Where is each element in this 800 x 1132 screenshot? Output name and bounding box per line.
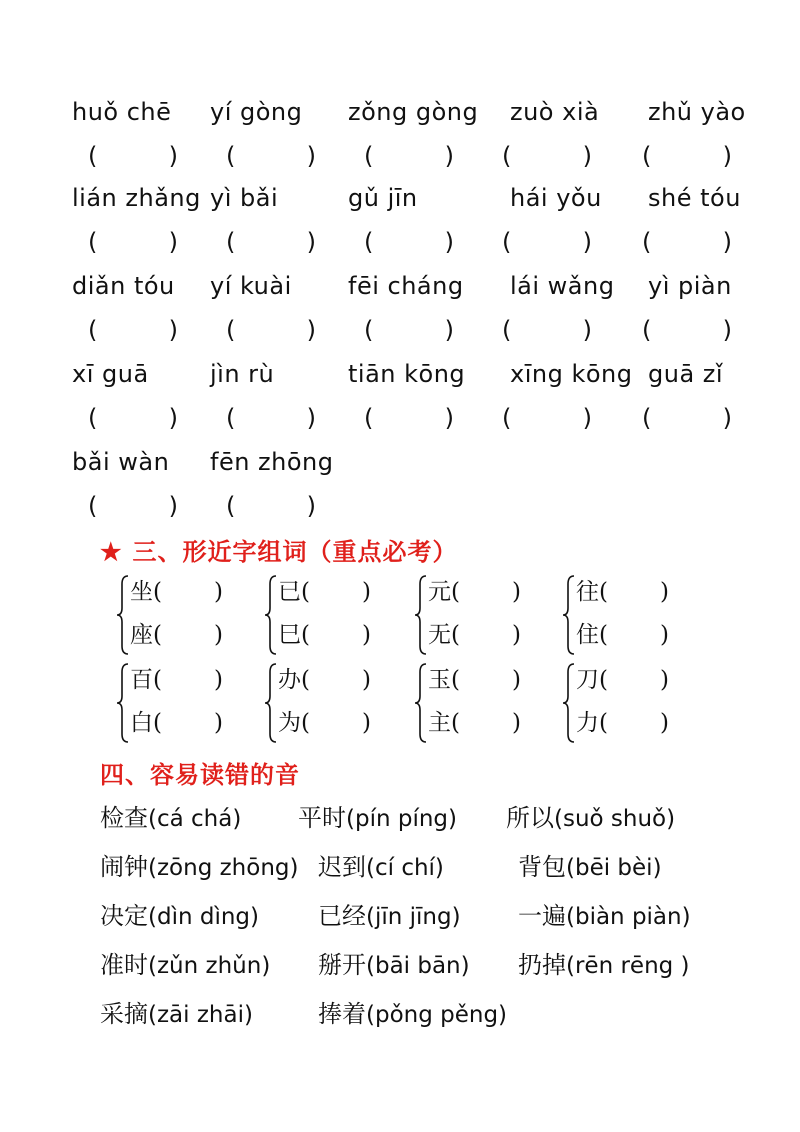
close-paren: ) bbox=[306, 142, 316, 170]
char-compose-line bbox=[576, 572, 669, 612]
answer-blank[interactable] bbox=[642, 310, 732, 350]
similar-char-group bbox=[414, 572, 574, 662]
pronunciation-choice[interactable] bbox=[318, 896, 461, 936]
pronunciation-choice[interactable] bbox=[518, 847, 662, 887]
pinyin-word: bǎi wàn bbox=[72, 448, 170, 476]
answer-blank[interactable] bbox=[226, 136, 316, 176]
answer-blank[interactable] bbox=[88, 136, 178, 176]
answer-blank[interactable] bbox=[502, 136, 592, 176]
character: 为 bbox=[278, 710, 301, 736]
pinyin-word: huǒ chē bbox=[72, 98, 172, 126]
close-paren: ) bbox=[361, 667, 371, 693]
answer-blank[interactable] bbox=[502, 222, 592, 262]
open-paren: ( bbox=[301, 710, 310, 736]
open-paren: ( bbox=[88, 228, 98, 256]
answer-blank[interactable] bbox=[364, 398, 454, 438]
open-paren: ( bbox=[451, 579, 460, 605]
close-paren: ) bbox=[213, 622, 223, 648]
similar-char-group bbox=[414, 660, 574, 750]
pinyin-word: xīng kōng bbox=[510, 360, 633, 388]
open-paren: ( bbox=[301, 667, 310, 693]
pinyin-options: (pǒng pěng) bbox=[366, 1002, 508, 1028]
close-paren: ) bbox=[511, 710, 521, 736]
character: 百 bbox=[130, 667, 153, 693]
chinese-word: 扔掉 bbox=[518, 951, 566, 979]
char-compose-line bbox=[576, 615, 669, 655]
chinese-word: 背包 bbox=[518, 853, 566, 881]
close-paren: ) bbox=[659, 622, 669, 648]
char-compose-line bbox=[576, 660, 669, 700]
close-paren: ) bbox=[659, 667, 669, 693]
open-paren: ( bbox=[226, 142, 236, 170]
close-paren: ) bbox=[444, 142, 454, 170]
close-paren: ) bbox=[306, 492, 316, 520]
open-paren: ( bbox=[502, 316, 512, 344]
close-paren: ) bbox=[213, 667, 223, 693]
open-paren: ( bbox=[451, 710, 460, 736]
pronunciation-choice[interactable] bbox=[318, 945, 470, 985]
open-paren: ( bbox=[88, 142, 98, 170]
pinyin-options: (biàn piàn) bbox=[566, 904, 691, 930]
character: 无 bbox=[428, 622, 451, 648]
open-paren: ( bbox=[88, 492, 98, 520]
pinyin-word: diǎn tóu bbox=[72, 272, 175, 300]
pronunciation-choice[interactable] bbox=[318, 847, 444, 887]
pinyin-row bbox=[0, 354, 800, 394]
open-paren: ( bbox=[364, 228, 374, 256]
open-paren: ( bbox=[642, 316, 652, 344]
char-compose-line bbox=[278, 615, 371, 655]
answer-blank[interactable] bbox=[88, 310, 178, 350]
chinese-word: 闹钟 bbox=[100, 853, 148, 881]
pronunciation-choice[interactable] bbox=[518, 896, 691, 936]
pinyin-row bbox=[0, 266, 800, 306]
character: 主 bbox=[428, 710, 451, 736]
pinyin-word: zhǔ yào bbox=[648, 98, 746, 126]
open-paren: ( bbox=[226, 316, 236, 344]
pinyin-word: xī guā bbox=[72, 360, 149, 388]
close-paren: ) bbox=[511, 622, 521, 648]
character: 已 bbox=[278, 579, 301, 605]
section-3-title bbox=[100, 532, 458, 567]
close-paren: ) bbox=[722, 142, 732, 170]
pinyin-word: jìn rù bbox=[210, 360, 275, 388]
pronunciation-choice[interactable] bbox=[100, 896, 259, 936]
close-paren: ) bbox=[722, 316, 732, 344]
chinese-word: 平时 bbox=[298, 804, 346, 832]
character: 住 bbox=[576, 622, 599, 648]
open-paren: ( bbox=[301, 622, 310, 648]
char-compose-line bbox=[278, 703, 371, 743]
pinyin-word: yí gòng bbox=[210, 98, 303, 126]
pinyin-options: (zǔn zhǔn) bbox=[148, 953, 271, 979]
pinyin-word: gǔ jīn bbox=[348, 184, 418, 212]
char-compose-line bbox=[130, 660, 223, 700]
curly-brace-icon bbox=[562, 660, 576, 746]
answer-blank[interactable] bbox=[364, 222, 454, 262]
close-paren: ) bbox=[213, 710, 223, 736]
open-paren: ( bbox=[153, 710, 162, 736]
pinyin-options: (jīn jīng) bbox=[366, 904, 461, 930]
char-compose-line bbox=[130, 703, 223, 743]
close-paren: ) bbox=[444, 316, 454, 344]
open-paren: ( bbox=[599, 710, 608, 736]
pronunciation-choice[interactable] bbox=[506, 798, 675, 838]
pinyin-word: lián zhǎng bbox=[72, 184, 201, 212]
open-paren: ( bbox=[502, 142, 512, 170]
pinyin-options: (rēn rēng ) bbox=[566, 953, 690, 979]
char-compose-line bbox=[428, 572, 521, 612]
open-paren: ( bbox=[642, 142, 652, 170]
pinyin-word: shé tóu bbox=[648, 184, 741, 212]
pinyin-row bbox=[0, 92, 800, 132]
close-paren: ) bbox=[511, 579, 521, 605]
answer-blank[interactable] bbox=[502, 398, 592, 438]
pinyin-word: guā zǐ bbox=[648, 360, 724, 388]
character: 元 bbox=[428, 579, 451, 605]
char-compose-line bbox=[428, 703, 521, 743]
curly-brace-icon bbox=[116, 660, 130, 746]
open-paren: ( bbox=[599, 667, 608, 693]
curly-brace-icon bbox=[116, 572, 130, 658]
answer-blank[interactable] bbox=[642, 136, 732, 176]
char-compose-line bbox=[428, 615, 521, 655]
character: 白 bbox=[130, 710, 153, 736]
open-paren: ( bbox=[88, 404, 98, 432]
character: 巳 bbox=[278, 622, 301, 648]
pinyin-word: fēn zhōng bbox=[210, 448, 334, 476]
close-paren: ) bbox=[582, 228, 592, 256]
close-paren: ) bbox=[306, 316, 316, 344]
close-paren: ) bbox=[582, 404, 592, 432]
pinyin-word: zǒng gòng bbox=[348, 98, 479, 126]
pinyin-row bbox=[0, 442, 800, 482]
pinyin-word: yì bǎi bbox=[210, 184, 279, 212]
close-paren: ) bbox=[444, 228, 454, 256]
open-paren: ( bbox=[153, 622, 162, 648]
close-paren: ) bbox=[306, 404, 316, 432]
chinese-word: 掰开 bbox=[318, 951, 366, 979]
chinese-word: 所以 bbox=[506, 804, 554, 832]
close-paren: ) bbox=[511, 667, 521, 693]
answer-blank[interactable] bbox=[226, 398, 316, 438]
chinese-word: 迟到 bbox=[318, 853, 366, 881]
chinese-word: 捧着 bbox=[318, 1000, 366, 1028]
chinese-word: 准时 bbox=[100, 951, 148, 979]
open-paren: ( bbox=[364, 142, 374, 170]
open-paren: ( bbox=[642, 228, 652, 256]
open-paren: ( bbox=[502, 404, 512, 432]
close-paren: ) bbox=[168, 492, 178, 520]
pinyin-word: yí kuài bbox=[210, 272, 292, 300]
open-paren: ( bbox=[451, 667, 460, 693]
character: 往 bbox=[576, 579, 599, 605]
open-paren: ( bbox=[364, 404, 374, 432]
curly-brace-icon bbox=[414, 572, 428, 658]
pronunciation-choice[interactable] bbox=[100, 798, 241, 838]
pinyin-word: yì piàn bbox=[648, 272, 732, 300]
chinese-word: 一遍 bbox=[518, 902, 566, 930]
section-3-heading: 三、形近字组词（重点必考） bbox=[132, 537, 458, 566]
answer-row bbox=[0, 486, 800, 526]
close-paren: ) bbox=[168, 142, 178, 170]
pinyin-options: (cí chí) bbox=[366, 855, 444, 881]
answer-blank[interactable] bbox=[226, 486, 316, 526]
answer-blank[interactable] bbox=[88, 398, 178, 438]
open-paren: ( bbox=[502, 228, 512, 256]
close-paren: ) bbox=[213, 579, 223, 605]
answer-row bbox=[0, 398, 800, 438]
chinese-word: 已经 bbox=[318, 902, 366, 930]
open-paren: ( bbox=[88, 316, 98, 344]
close-paren: ) bbox=[722, 228, 732, 256]
similar-char-group bbox=[264, 660, 424, 750]
open-paren: ( bbox=[153, 579, 162, 605]
open-paren: ( bbox=[226, 228, 236, 256]
pronunciation-choice[interactable] bbox=[518, 945, 690, 985]
pinyin-word: fēi cháng bbox=[348, 272, 464, 300]
curly-brace-icon bbox=[264, 572, 278, 658]
close-paren: ) bbox=[659, 579, 669, 605]
close-paren: ) bbox=[582, 142, 592, 170]
answer-row bbox=[0, 222, 800, 262]
pinyin-options: (bāi bān) bbox=[366, 953, 470, 979]
pinyin-options: (zāi zhāi) bbox=[148, 1002, 253, 1028]
curly-brace-icon bbox=[264, 660, 278, 746]
pronunciation-choice[interactable] bbox=[318, 994, 507, 1034]
answer-blank[interactable] bbox=[364, 310, 454, 350]
answer-blank[interactable] bbox=[226, 310, 316, 350]
open-paren: ( bbox=[301, 579, 310, 605]
open-paren: ( bbox=[364, 316, 374, 344]
close-paren: ) bbox=[361, 622, 371, 648]
open-paren: ( bbox=[226, 492, 236, 520]
pinyin-options: (pín píng) bbox=[346, 806, 457, 832]
similar-char-group bbox=[116, 572, 276, 662]
close-paren: ) bbox=[168, 404, 178, 432]
answer-blank[interactable] bbox=[364, 136, 454, 176]
open-paren: ( bbox=[226, 404, 236, 432]
close-paren: ) bbox=[722, 404, 732, 432]
star-icon: ★ bbox=[100, 537, 123, 566]
answer-row bbox=[0, 310, 800, 350]
answer-blank[interactable] bbox=[226, 222, 316, 262]
open-paren: ( bbox=[599, 622, 608, 648]
curly-brace-icon bbox=[414, 660, 428, 746]
character: 力 bbox=[576, 710, 599, 736]
char-compose-line bbox=[278, 572, 371, 612]
pinyin-options: (cá chá) bbox=[148, 806, 242, 832]
pinyin-options: (dìn dìng) bbox=[148, 904, 259, 930]
pinyin-word: hái yǒu bbox=[510, 184, 602, 212]
close-paren: ) bbox=[361, 710, 371, 736]
pronunciation-choice[interactable] bbox=[100, 994, 253, 1034]
character: 玉 bbox=[428, 667, 451, 693]
chinese-word: 决定 bbox=[100, 902, 148, 930]
pronunciation-choice[interactable] bbox=[298, 798, 457, 838]
character: 座 bbox=[130, 622, 153, 648]
pinyin-options: (suǒ shuǒ) bbox=[554, 806, 676, 832]
answer-row bbox=[0, 136, 800, 176]
similar-char-group bbox=[264, 572, 424, 662]
answer-blank[interactable] bbox=[642, 398, 732, 438]
close-paren: ) bbox=[582, 316, 592, 344]
open-paren: ( bbox=[451, 622, 460, 648]
char-compose-line bbox=[428, 660, 521, 700]
pinyin-word: tiān kōng bbox=[348, 360, 466, 388]
char-compose-line bbox=[130, 615, 223, 655]
character: 坐 bbox=[130, 579, 153, 605]
pinyin-options: (bēi bèi) bbox=[566, 855, 662, 881]
answer-blank[interactable] bbox=[502, 310, 592, 350]
chinese-word: 检查 bbox=[100, 804, 148, 832]
section-4-title: 四、容易读错的音 bbox=[100, 760, 300, 789]
chinese-word: 采摘 bbox=[100, 1000, 148, 1028]
char-compose-line bbox=[278, 660, 371, 700]
answer-blank[interactable] bbox=[642, 222, 732, 262]
similar-char-group bbox=[562, 572, 722, 662]
curly-brace-icon bbox=[562, 572, 576, 658]
char-compose-line bbox=[576, 703, 669, 743]
answer-blank[interactable] bbox=[88, 222, 178, 262]
pinyin-row bbox=[0, 178, 800, 218]
character: 刀 bbox=[576, 667, 599, 693]
character: 办 bbox=[278, 667, 301, 693]
char-compose-line bbox=[130, 572, 223, 612]
open-paren: ( bbox=[599, 579, 608, 605]
open-paren: ( bbox=[153, 667, 162, 693]
close-paren: ) bbox=[168, 228, 178, 256]
pinyin-word: lái wǎng bbox=[510, 272, 615, 300]
similar-char-group bbox=[562, 660, 722, 750]
pinyin-word: zuò xià bbox=[510, 98, 600, 126]
close-paren: ) bbox=[444, 404, 454, 432]
close-paren: ) bbox=[659, 710, 669, 736]
close-paren: ) bbox=[306, 228, 316, 256]
pronunciation-choice[interactable] bbox=[100, 945, 270, 985]
close-paren: ) bbox=[168, 316, 178, 344]
similar-char-group bbox=[116, 660, 276, 750]
answer-blank[interactable] bbox=[88, 486, 178, 526]
pronunciation-choice[interactable] bbox=[100, 847, 298, 887]
pinyin-options: (zōng zhōng) bbox=[148, 855, 299, 881]
open-paren: ( bbox=[642, 404, 652, 432]
close-paren: ) bbox=[361, 579, 371, 605]
